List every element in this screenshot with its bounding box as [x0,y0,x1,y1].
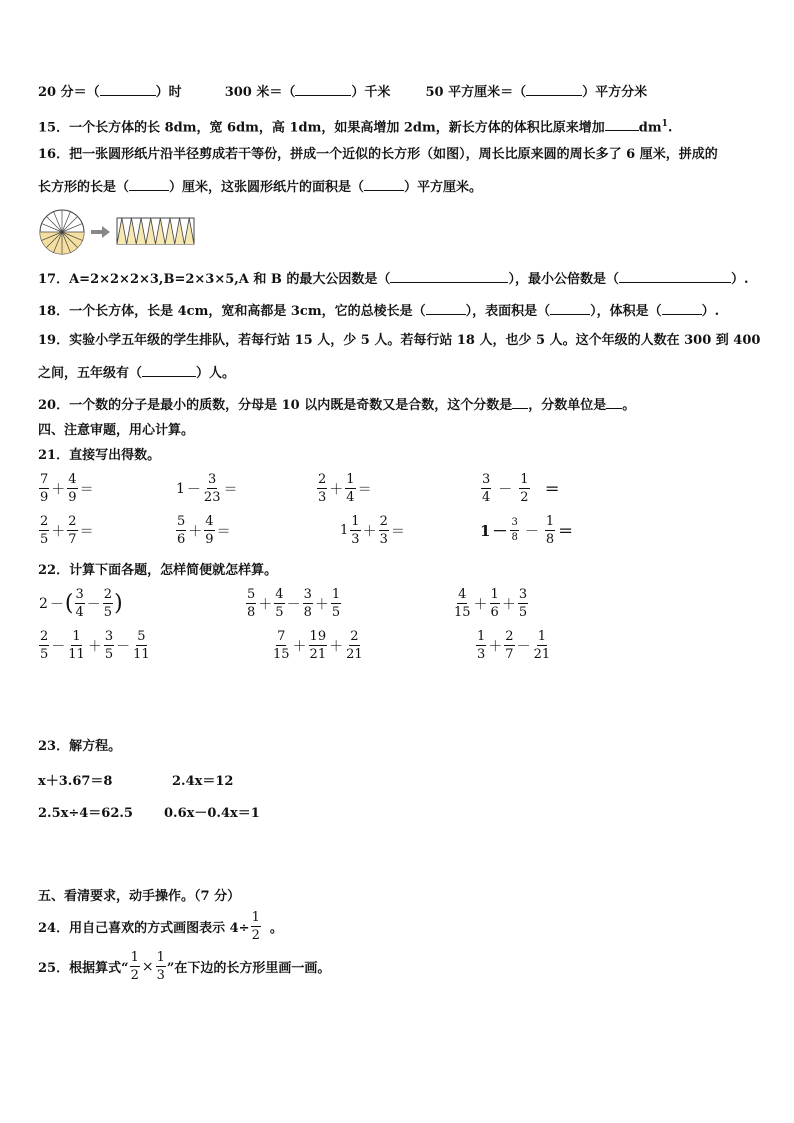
answer-blank[interactable] [606,396,622,409]
fraction: $\frac{2}{5}$ [40,514,49,547]
question-24: 24．用自己喜欢的方式画图表示 4÷ $\frac{1}{2}$ 。 [38,910,283,943]
equation-4: 0.6x－0.4x＝1 [164,806,260,821]
q21-expr-8: 1 － $\frac{3}{8}$ － $\frac{1}{8}$ ＝ [480,514,574,547]
answer-blank[interactable] [662,302,702,315]
fraction: $\frac{1}{3}$ [477,629,486,662]
fraction: $\frac{5}{11}$ [133,629,150,662]
question-15: 15．一个长方体的长 8dm，宽 6dm，高 1dm，如果高增加 2dm，新长方体的体积比原来增加 $dm^1$. [38,119,673,136]
q21-expr-5: $\frac{2}{5}$ ＋ $\frac{2}{7}$ ＝ [40,514,94,547]
fraction: $\frac{1}{2}$ [251,910,260,943]
question-19-line-2: 之间，五年级有（ ）人。 [38,366,236,381]
answer-blank[interactable] [100,83,156,96]
fraction: $\frac{1}{8}$ [545,514,555,547]
question-23: 23．解方程。 [38,739,122,754]
q21-expr-3: $\frac{2}{3}$ ＋ $\frac{1}{4}$ ＝ [318,472,372,505]
fraction: $\frac{1}{2}$ [130,950,139,983]
fraction: $\frac{5}{6}$ [177,514,186,547]
answer-blank[interactable] [364,178,404,191]
fraction: $\frac{7}{9}$ [40,472,49,505]
fraction: $\frac{2}{3}$ [379,514,388,547]
fraction: $\frac{2}{3}$ [318,472,327,505]
fraction: $\frac{2}{5}$ [40,629,49,662]
section-4-heading: 四、注意审题，用心计算。 [38,423,195,438]
circle-diagram [40,210,84,254]
fraction: $\frac{2}{7}$ [68,514,77,547]
fraction: $\frac{3}{5}$ [518,587,528,620]
answer-blank[interactable] [526,83,582,96]
q21-expr-4: $\frac{3}{4}$ － $\frac{1}{2}$ ＝ [482,472,560,505]
fraction: $\frac{5}{8}$ [247,587,256,620]
equation-2: 2.4x＝12 [172,774,234,789]
fraction: $\frac{2}{5}$ [103,587,113,620]
approx-rectangle-strip [117,218,194,244]
question-19-line-1: 19．实验小学五年级的学生排队，若每行站 15 人，少 5 人。若每行站 18 人，也少 5 人。这个年级的人数在 300 到 400 [38,333,761,348]
q22-expr-2: $\frac{5}{8}$ ＋ $\frac{4}{5}$ － $\frac{3}{8}$ ＋ $\frac{1}{5}$ [247,587,341,620]
arrow-icon [91,226,110,238]
section-5-heading: 五、看清要求，动手操作。（7 分） [38,889,241,904]
fraction: $\frac{1}{11}$ [68,629,85,662]
question-18: 18．一个长方体，长是 4cm，宽和高都是 3cm，它的总棱长是（ ），表面积是（ ），体积是（ ）. [38,304,720,319]
unit-conversion-line: 20 分＝（ ）时 300 米＝（ ）千米 50 平方厘米＝（ ）平方分米 [38,85,648,100]
q22-expr-5: $\frac{7}{15}$ ＋ $\frac{19}{21}$ ＋ $\frac{2}{21}$ [273,629,363,662]
q21-expr-2: 1 － $\frac{3}{23}$ ＝ [176,472,238,505]
fraction: $\frac{3}{23}$ [203,472,221,505]
q21-expr-1: $\frac{7}{9}$ ＋ $\frac{4}{9}$ ＝ [40,472,94,505]
q22-expr-1: 2 － ( $\frac{3}{4}$ － $\frac{2}{5}$ ) [39,587,123,620]
question-16-line-2: 长方形的长是（ ）厘米，这张圆形纸片的面积是（ ）平方厘米。 [38,180,483,195]
answer-blank[interactable] [512,396,528,409]
fraction: $\frac{1}{6}$ [490,587,499,620]
q21-expr-6: $\frac{5}{6}$ ＋ $\frac{4}{9}$ ＝ [177,514,231,547]
question-25: 25．根据算式“ $\frac{1}{2}$ × $\frac{1}{3}$ ”在下边的长方形里画一画。 [38,950,331,983]
mixed-number: 1 $\frac{1}{3}$ [340,514,360,547]
fraction: $\frac{4}{9}$ [68,472,77,505]
question-20: 20．一个数的分子是最小的质数，分母是 10 以内既是奇数又是合数，这个分数是 ，分数单位是 。 [38,398,636,413]
answer-blank[interactable] [142,364,196,377]
fraction: $\frac{3}{4}$ [482,472,491,505]
fraction: $\frac{3}{8}$ [303,587,312,620]
q22-expr-4: $\frac{2}{5}$ － $\frac{1}{11}$ ＋ $\frac{3}{5}$ － $\frac{5}{11}$ [40,629,150,662]
answer-blank[interactable] [605,118,639,131]
fraction: $\frac{1}{5}$ [331,587,341,620]
question-17: 17．A=2×2×2×3,B=2×3×5,A 和 B 的最大公因数是（ ），最小公倍数是（ ）. [38,272,749,287]
answer-blank[interactable] [550,302,590,315]
question-22: 22．计算下面各题，怎样简便就怎样算。 [38,563,278,578]
fraction: $\frac{1}{3}$ [156,950,165,983]
circle-to-rectangle-figure [38,208,198,258]
fraction: $\frac{2}{21}$ [346,629,363,662]
question-21: 21．直接写出得数。 [38,448,161,463]
answer-blank[interactable] [426,302,466,315]
q22-expr-3: $\frac{4}{15}$ ＋ $\frac{1}{6}$ ＋ $\frac{3}{5}$ [454,587,528,620]
fraction: $\frac{3}{4}$ [75,587,84,620]
answer-blank[interactable] [619,270,731,283]
answer-blank[interactable] [390,270,508,283]
fraction: $\frac{19}{21}$ [309,629,327,662]
fraction: $\frac{4}{5}$ [275,587,284,620]
fraction: $\frac{7}{15}$ [273,629,290,662]
equation-3: 2.5x÷4＝62.5 [38,806,133,821]
q22-expr-6: $\frac{1}{3}$ ＋ $\frac{2}{7}$ － $\frac{1}{21}$ [477,629,551,662]
q21-expr-7: 1 $\frac{1}{3}$ ＋ $\frac{2}{3}$ ＝ [340,514,405,547]
fraction: $\frac{1}{2}$ [520,472,529,505]
equation-1: x＋3.67＝8 [38,774,113,789]
answer-blank[interactable] [295,83,351,96]
fraction: $\frac{1}{4}$ [346,472,355,505]
fraction: $\frac{2}{7}$ [505,629,514,662]
fraction: $\frac{4}{9}$ [205,514,214,547]
question-16-line-1: 16．把一张圆形纸片沿半径剪成若干等份，拼成一个近似的长方形（如图），周长比原来圆的周长多了 6 厘米，拼成的 [38,147,718,162]
fraction: $\frac{4}{15}$ [454,587,471,620]
fraction: $\frac{3}{5}$ [104,629,114,662]
answer-blank[interactable] [129,178,169,191]
fraction: $\frac{1}{21}$ [533,629,551,662]
fraction: $\frac{3}{8}$ [511,517,518,543]
